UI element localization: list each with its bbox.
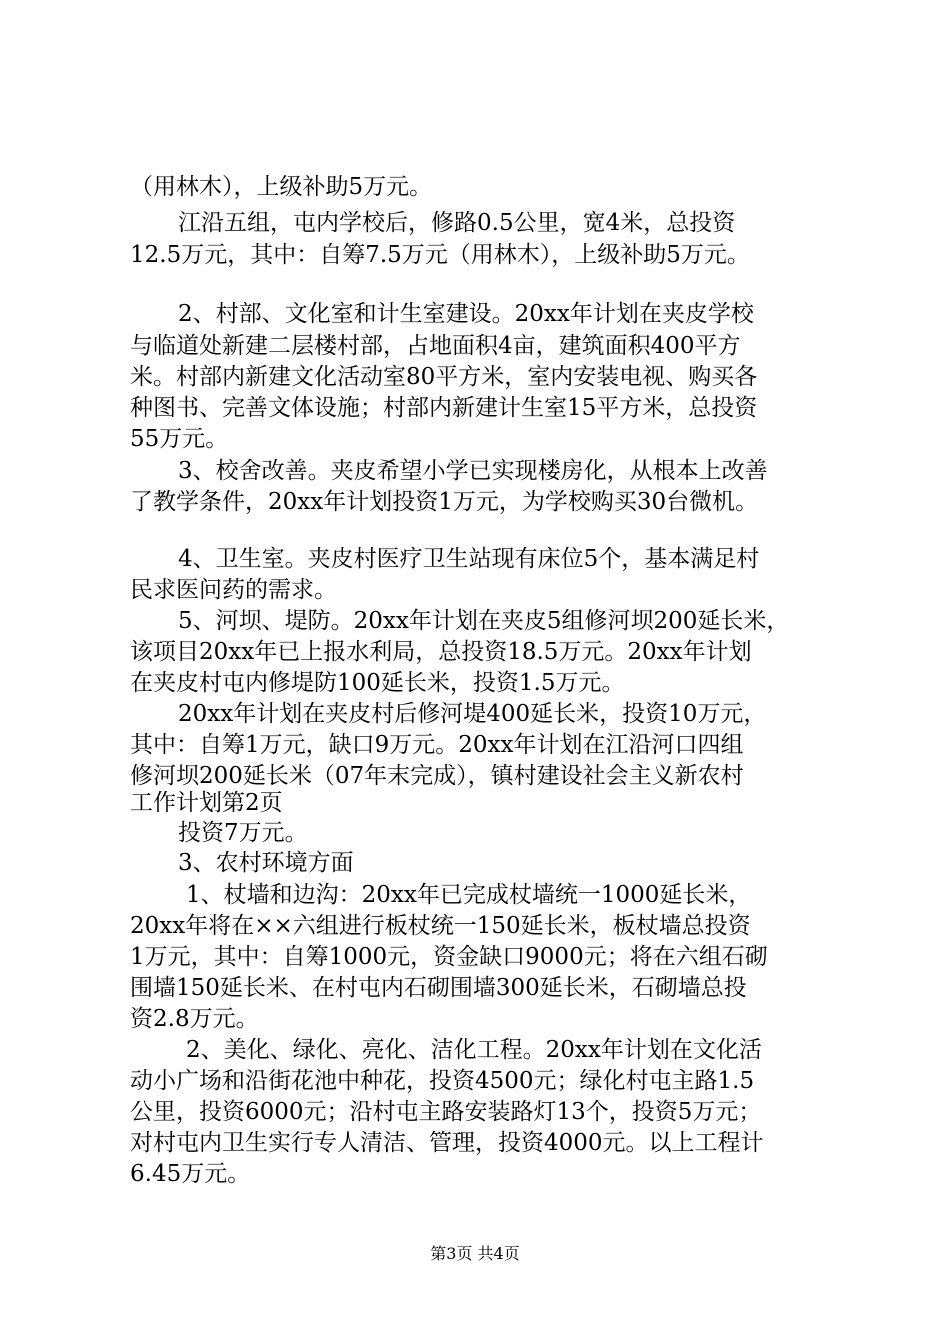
text-line: 资2.8万元。	[130, 1006, 259, 1032]
text-line: 公里，投资6000元；沿村屯主路安装路灯13个，投资5万元；	[130, 1099, 762, 1125]
text-line: 20xx年将在××六组进行板杖统一150延长米，板杖墙总投资	[130, 913, 751, 939]
text-line: 1、杖墙和边沟：20xx年已完成杖墙统一1000延长米，	[186, 882, 752, 908]
text-line: 其中：自筹1万元，缺口9万元。20xx年计划在江沿河口四组	[130, 732, 744, 758]
text-line: 4、卫生室。夹皮村医疗卫生站现有床位5个，基本满足村	[178, 546, 760, 572]
text-line: 民求医问药的需求。	[130, 577, 337, 603]
text-line: 米。村部内新建文化活动室80平方米，室内安装电视、购买各	[130, 364, 758, 390]
text-line: 55万元。	[130, 426, 229, 452]
text-line: 该项目20xx年已上报水利局，总投资18.5万元。20xx年计划	[130, 639, 752, 665]
text-line: 5、河坝、堤防。20xx年计划在夹皮5组修河坝200延长米，	[178, 608, 790, 634]
text-line: 江沿五组，屯内学校后，修路0.5公里，宽4米，总投资	[178, 210, 736, 236]
text-line: 6.45万元。	[130, 1161, 251, 1187]
text-line: 对村屯内卫生实行专人清洁、管理，投资4000元。以上工程计	[130, 1130, 764, 1156]
text-line: 2、美化、绿化、亮化、洁化工程。20xx年计划在文化活	[186, 1037, 762, 1063]
text-line: 与临道处新建二层楼村部，占地面积4亩，建筑面积400平方	[130, 333, 741, 359]
text-line: 种图书、完善文体设施；村部内新建计生室15平方米，总投资	[130, 395, 758, 421]
text-line: 在夹皮村屯内修堤防100延长米，投资1.5万元。	[130, 670, 625, 696]
text-line: 12.5万元，其中：自筹7.5万元（用林木），上级补助5万元。	[130, 242, 750, 268]
text-line: 1万元，其中：自筹1000元，资金缺口9000元；将在六组石砌	[130, 944, 768, 970]
section-heading: 3、农村环境方面	[178, 850, 354, 876]
text-line: 围墙150延长米、在村屯内石砌围墙300延长米，石砌墙总投	[130, 975, 747, 1001]
text-line: （用林木），上级补助5万元。	[130, 174, 433, 200]
text-line: 20xx年计划在夹皮村后修河堤400延长米，投资10万元，	[178, 701, 767, 727]
text-line: 工作计划第2页	[130, 790, 283, 816]
text-line: 了教学条件，20xx年计划投资1万元，为学校购买30台微机。	[130, 489, 759, 515]
text-line: 2、村部、文化室和计生室建设。20xx年计划在夹皮学校	[178, 301, 754, 327]
text-line: 动小广场和沿街花池中种花，投资4500元；绿化村屯主路1.5	[130, 1068, 755, 1094]
text-line: 投资7万元。	[178, 820, 308, 846]
page-footer: 第3页 共4页	[430, 1244, 520, 1263]
text-line: 3、校舍改善。夹皮希望小学已实现楼房化，从根本上改善	[178, 458, 768, 484]
text-line: 修河坝200延长米（07年末完成），镇村建设社会主义新农村	[130, 763, 744, 789]
